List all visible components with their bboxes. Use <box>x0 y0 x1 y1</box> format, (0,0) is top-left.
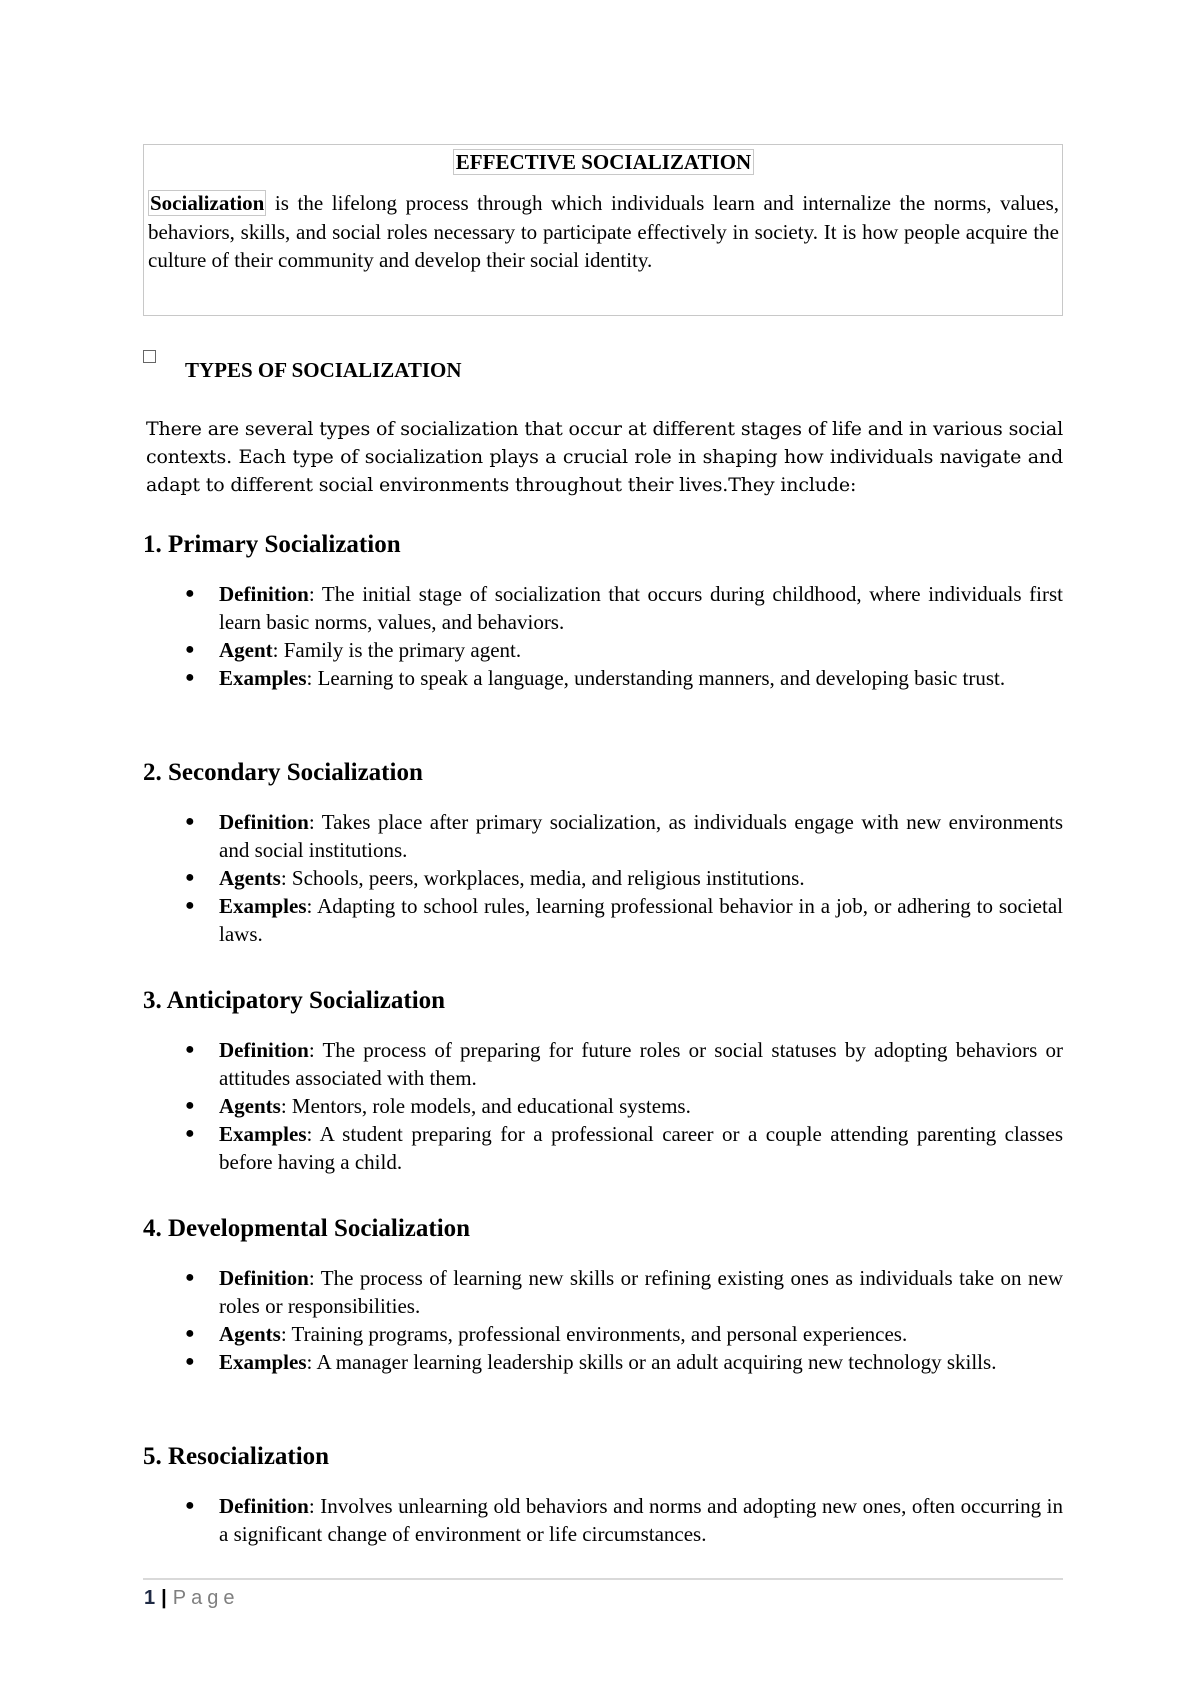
list-item: ● Agents: Training programs, professional environments, and personal experiences. <box>185 1322 908 1346</box>
section-developmental-socialization <box>143 1214 1063 1376</box>
bullet-list <box>143 580 1063 692</box>
bullet-icon: ● <box>185 669 195 686</box>
bullet-icon: ● <box>185 1041 195 1058</box>
intro-box <box>143 144 1063 316</box>
list-item: ● Definition: Takes place after primary socialization, as individuals engage with new environments and social institutions. <box>185 810 1063 862</box>
intro-body: is the lifelong process through which individuals learn and internalize the norms, values, behaviors, skills, and social roles necessary to participate effectively in society. It is how people acquire the culture of their community and develop their social identity. <box>148 191 1059 272</box>
bullet-icon: ● <box>185 897 195 914</box>
section-primary-socialization <box>143 530 1063 692</box>
types-intro-paragraph: There are several types of socialization that occur at different stages of life and in various social contexts. Each type of socialization plays a crucial role in shaping how individuals navigate and adapt to different social environments throughout their lives.They include: <box>146 418 1063 496</box>
list-item: ● Examples: Learning to speak a language, understanding manners, and developing basic trust. <box>185 666 1006 690</box>
bullet-icon: ● <box>185 1353 195 1370</box>
bullet-list <box>143 1492 1063 1548</box>
checkbox-icon <box>143 350 156 363</box>
list-item: ● Definition: The process of learning new skills or refining existing ones as individuals take on new roles or responsibilities. <box>185 1266 1063 1318</box>
section-anticipatory-socialization <box>143 986 1063 1176</box>
bullet-icon: ● <box>185 1125 195 1142</box>
bullet-icon: ● <box>185 1325 195 1342</box>
bullet-icon: ● <box>185 1097 195 1114</box>
section-secondary-socialization <box>143 758 1063 948</box>
list-item: ● Definition: Involves unlearning old behaviors and norms and adopting new ones, often occurring in a significant change of environment or life circumstances. <box>185 1494 1063 1546</box>
section-heading: 5. Resocialization <box>143 1443 330 1470</box>
section-heading: 1. Primary Socialization <box>143 531 401 558</box>
list-item: ● Definition: The initial stage of socialization that occurs during childhood, where individuals first learn basic norms, values, and behaviors. <box>185 582 1063 634</box>
list-item: ● Examples: A manager learning leadership skills or an adult acquiring new technology skills. <box>185 1350 997 1374</box>
bullet-icon: ● <box>185 1269 195 1286</box>
intro-paragraph <box>148 189 1059 275</box>
bullet-list <box>143 808 1063 948</box>
intro-term: Socialization <box>150 191 265 215</box>
bullet-list <box>143 1264 1063 1376</box>
list-item: ● Examples: Adapting to school rules, learning professional behavior in a job, or adhering to societal laws. <box>185 894 1063 946</box>
bullet-list <box>143 1036 1063 1176</box>
list-item: ● Agent: Family is the primary agent. <box>185 638 522 662</box>
section-heading: 3. Anticipatory Socialization <box>143 987 446 1014</box>
list-item: ● Agents: Mentors, role models, and educational systems. <box>185 1094 691 1118</box>
page-number: 1 <box>144 1587 156 1609</box>
bullet-icon: ● <box>185 1497 195 1514</box>
section-resocialization <box>143 1442 1063 1548</box>
footer-separator: | <box>161 1587 167 1609</box>
bullet-icon: ● <box>185 813 195 830</box>
bullet-icon: ● <box>185 869 195 886</box>
page-footer <box>144 1586 239 1610</box>
list-item: ● Examples: A student preparing for a professional career or a couple attending parenting classes before having a child. <box>185 1122 1063 1174</box>
types-heading: TYPES OF SOCIALIZATION <box>143 356 1063 384</box>
page-label: Page <box>172 1587 240 1609</box>
section-heading: 2. Secondary Socialization <box>143 759 423 786</box>
bullet-icon: ● <box>185 585 195 602</box>
bullet-icon: ● <box>185 641 195 658</box>
document-title: EFFECTIVE SOCIALIZATION <box>148 149 1059 175</box>
list-item: ● Agents: Schools, peers, workplaces, media, and religious institutions. <box>185 866 805 890</box>
section-heading: 4. Developmental Socialization <box>143 1215 471 1242</box>
footer-divider <box>143 1578 1063 1580</box>
list-item: ● Definition: The process of preparing for future roles or social statuses by adopting behaviors or attitudes associated with them. <box>185 1038 1063 1090</box>
